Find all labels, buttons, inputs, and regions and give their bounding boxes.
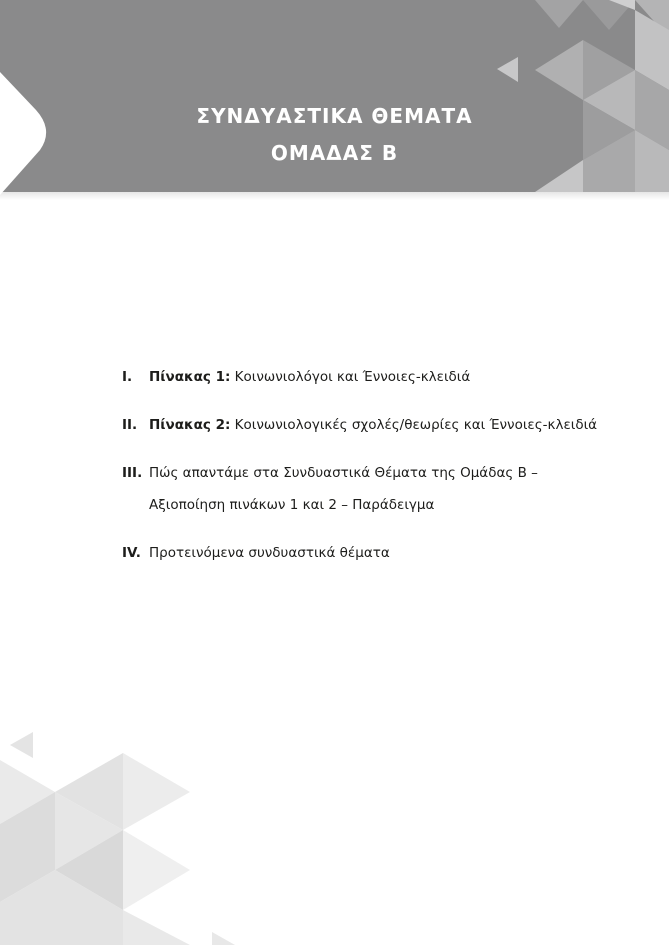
item-number: III.	[122, 465, 143, 481]
title-line-1: ΣΥΝΔΥΑΣΤΙΚΑ ΘΕΜΑΤΑ	[196, 104, 473, 128]
item-text: Προτεινόμενα συνδυαστικά θέματα	[149, 545, 390, 561]
list-item	[122, 410, 642, 440]
contents-list	[122, 362, 642, 586]
item-text: Κοινωνιολογικές σχολές/θεωρίες και Έννοιες-κλειδιά	[230, 417, 598, 433]
item-text: Κοινωνιολόγοι και Έννοιες-κλειδιά	[230, 369, 471, 385]
item-text-line-1: Πώς απαντάμε στα Συνδυαστικά Θέματα της Ομάδας Β –	[149, 465, 538, 481]
item-number: IV.	[122, 545, 141, 561]
header-shadow	[0, 192, 669, 200]
item-bold-label: Πίνακας 2:	[149, 417, 231, 433]
bottom-triangle-pattern	[0, 720, 260, 945]
item-bold-label: Πίνακας 1:	[149, 369, 231, 385]
item-text-line-2: Αξιοποίηση πινάκων 1 και 2 – Παράδειγμα	[149, 497, 435, 513]
item-number: II.	[122, 417, 138, 433]
item-number: I.	[122, 369, 133, 385]
header-band	[0, 0, 669, 192]
list-item	[122, 538, 642, 568]
list-item	[122, 362, 642, 392]
list-item	[122, 458, 642, 520]
tab-notch-shape	[0, 0, 60, 210]
section-title	[0, 98, 669, 172]
title-line-2: ΟΜΑΔΑΣ Β	[270, 141, 399, 165]
